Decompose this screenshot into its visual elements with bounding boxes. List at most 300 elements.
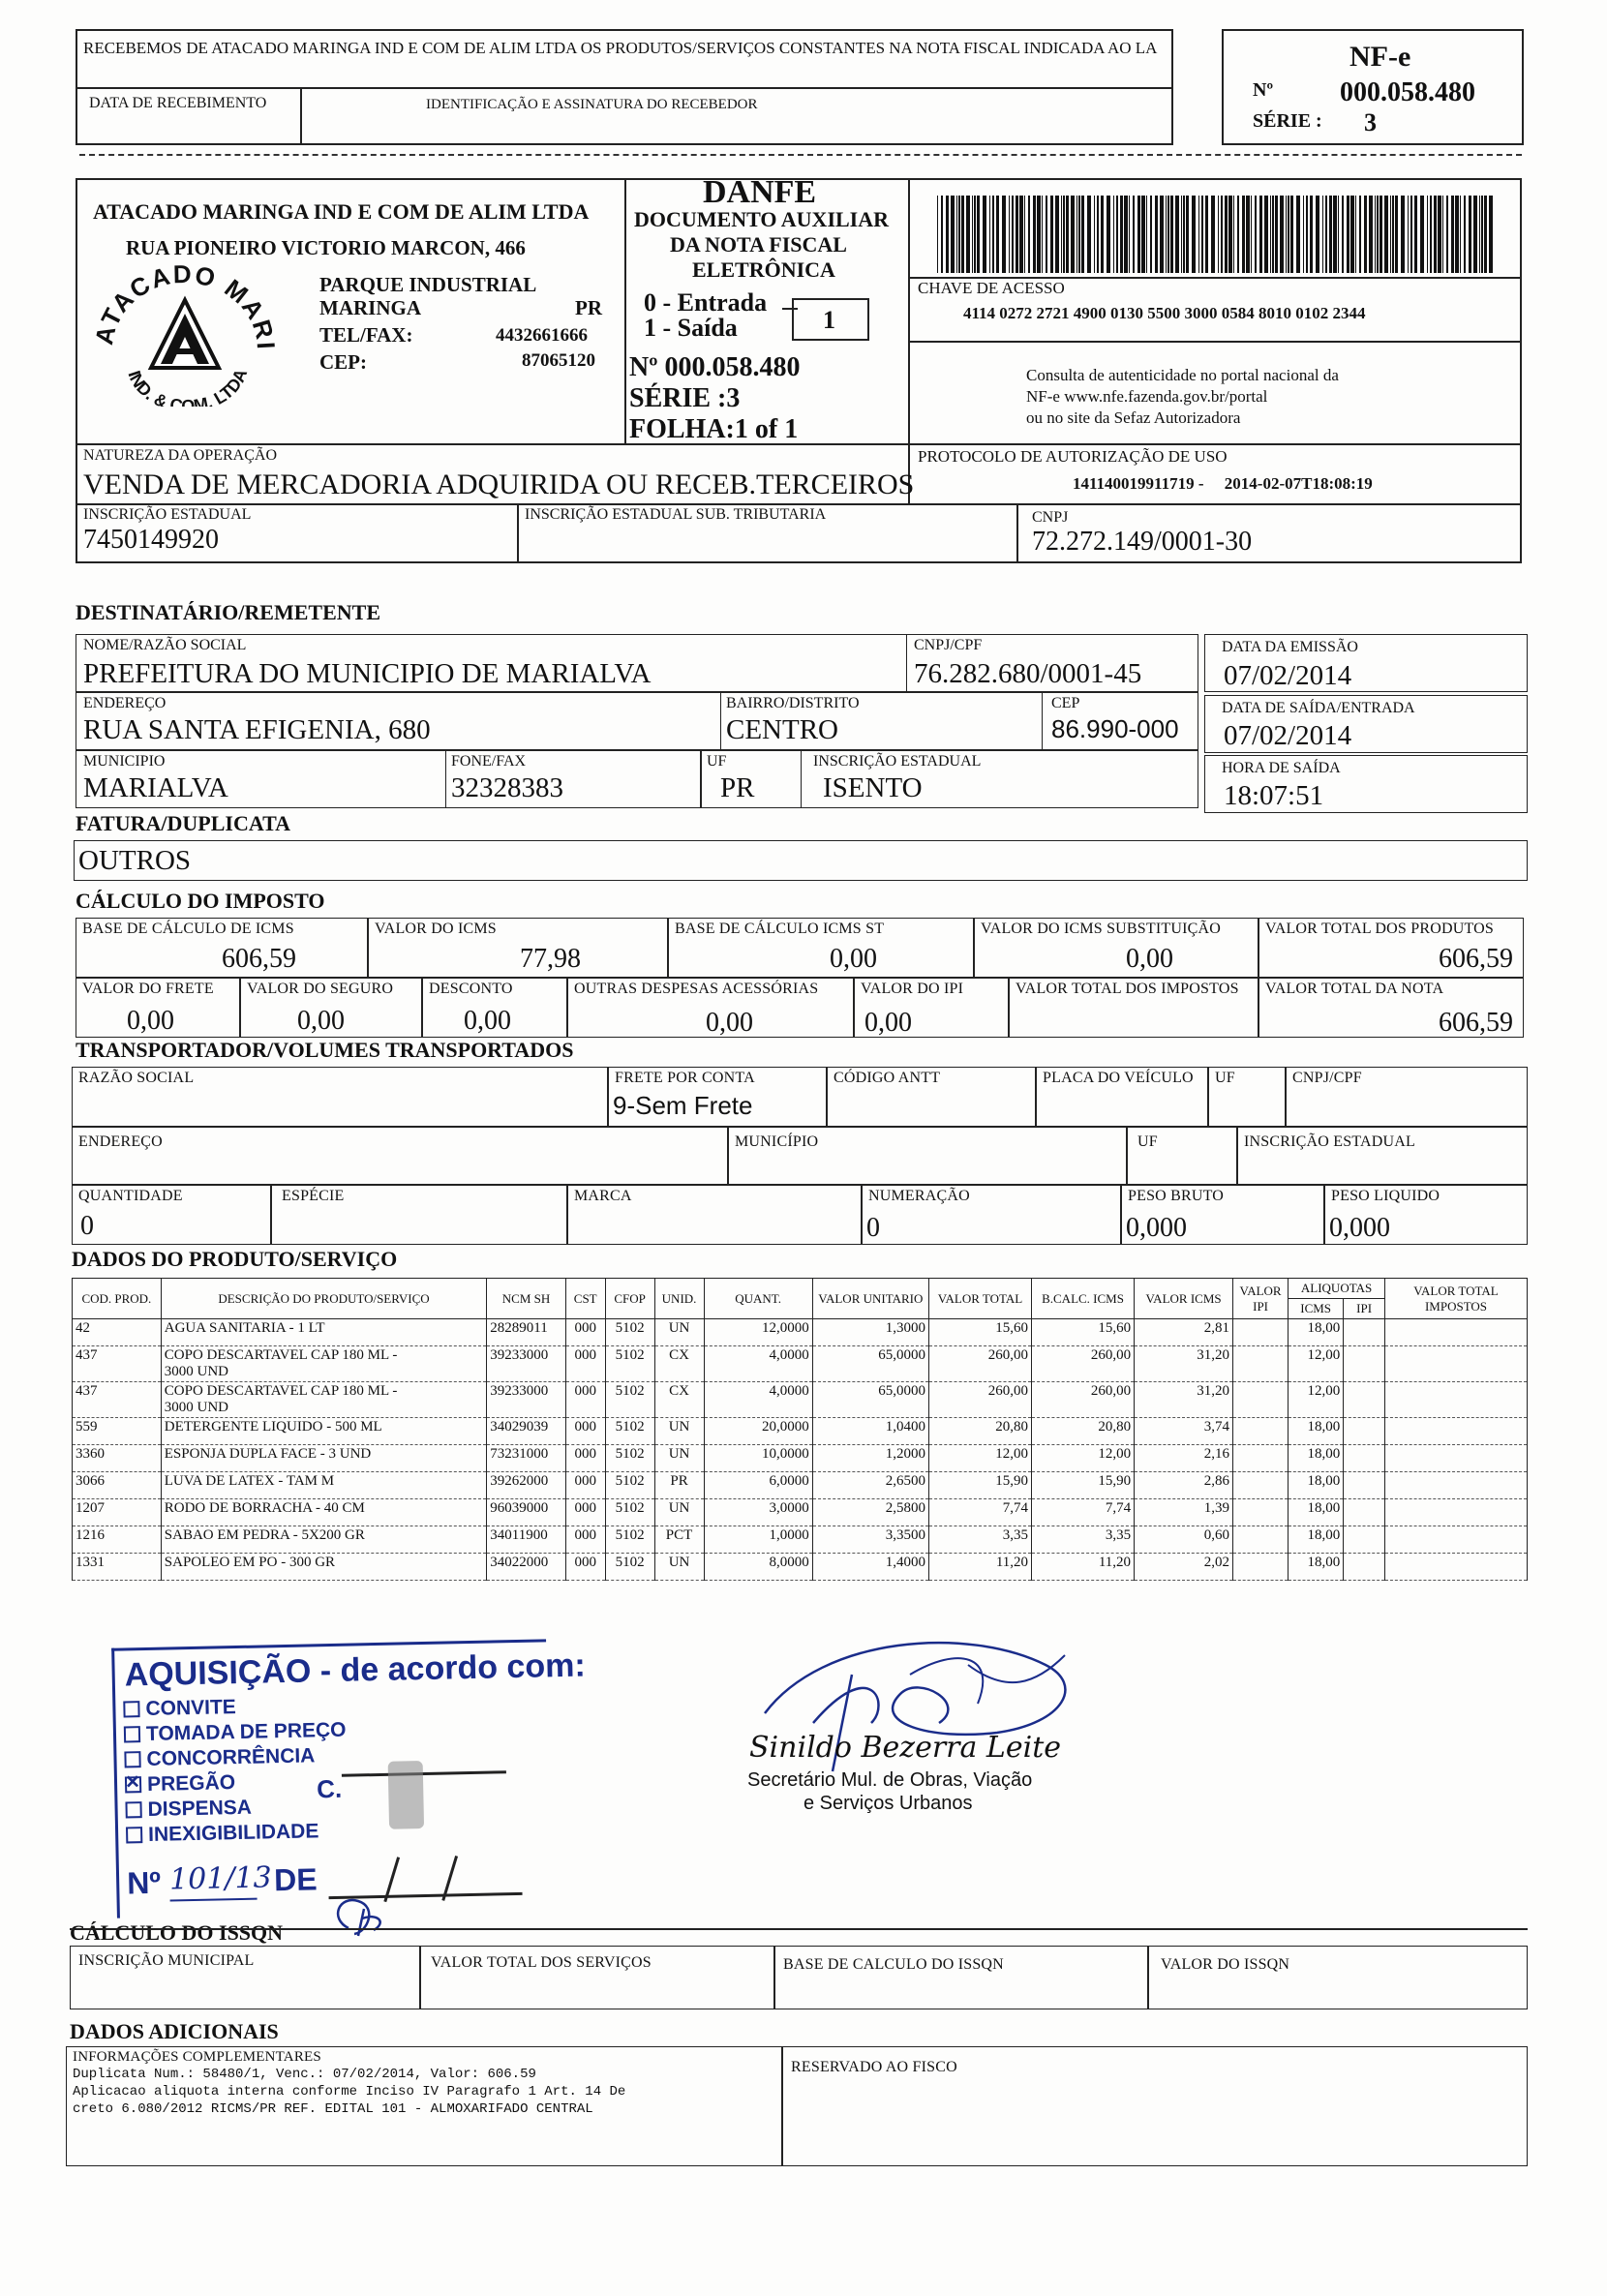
cell-total: 7,74 [929, 1499, 1032, 1526]
stamp-option [126, 1819, 349, 1849]
cell-ncm: 28289011 [487, 1319, 566, 1346]
cell-desc: COPO DESCARTAVEL CAP 180 ML - 3000 UND [161, 1346, 486, 1382]
col-cfop: CFOP [605, 1279, 654, 1319]
emitter-name: ATACADO MARINGA IND E COM DE ALIM LTDA [93, 199, 590, 224]
cell-ipi [1233, 1554, 1289, 1581]
cell-code: 3360 [73, 1445, 162, 1472]
recipient-address-label: ENDEREÇO [83, 695, 167, 711]
issqn-base-cell: BASE DE CALCULO DO ISSQN [774, 1946, 1148, 2009]
cell-total: 3,35 [929, 1526, 1032, 1554]
cell-unit-value: 1,4000 [812, 1554, 928, 1581]
cell-ncm: 73231000 [487, 1445, 566, 1472]
receipt-serie: 3 [1364, 108, 1377, 136]
emitter-tel: 4432661666 [496, 325, 588, 346]
cell-desc: DETERGENTE LIQUIDO - 500 ML [161, 1418, 486, 1445]
services-total-cell: VALOR TOTAL DOS SERVIÇOS [420, 1946, 774, 2009]
table-row [73, 1445, 1528, 1472]
cell-cfop: 5102 [605, 1499, 654, 1526]
recipient-phone: 32328383 [451, 772, 563, 803]
carrier-address-cell: ENDEREÇO [72, 1127, 728, 1185]
cell-qty: 4,0000 [704, 1382, 812, 1418]
consulta-line-2: NF-e www.nfe.fazenda.gov.br/portal [1026, 387, 1268, 406]
gross-weight-value: 0,000 [1126, 1213, 1187, 1243]
col-total: VALOR TOTAL [929, 1279, 1032, 1319]
cell-aliq-ipi [1344, 1499, 1385, 1526]
table-row [73, 1554, 1528, 1581]
issqn-section-title: CÁLCULO DO ISSQN [70, 1920, 284, 1945]
cell-ipi [1233, 1472, 1289, 1499]
danfe-saida: 1 - Saída [644, 314, 738, 342]
net-weight-cell: PESO LIQUIDO 0,000 [1324, 1185, 1528, 1245]
cell-desc: ESPONJA DUPLA FACE - 3 UND [161, 1445, 486, 1472]
emitter-city: MARINGA [319, 296, 421, 319]
cell-bc: 15,60 [1032, 1319, 1135, 1346]
antt-cell: CÓDIGO ANTT [827, 1067, 1036, 1127]
cell-cfop: 5102 [605, 1418, 654, 1445]
cell-unit-value: 65,0000 [812, 1346, 928, 1382]
stamp-option-label: PREGÃO [146, 1771, 236, 1796]
col-aliq-icms: ICMS [1289, 1299, 1344, 1319]
brand-cell: MARCA [567, 1185, 862, 1245]
cell-aliq: 18,00 [1289, 1445, 1344, 1472]
initials-mark [319, 1889, 397, 1944]
access-key-barcode [937, 196, 1499, 273]
cell-code: 437 [73, 1382, 162, 1418]
cell-ncm: 39233000 [487, 1346, 566, 1382]
recipient-uf: PR [720, 772, 755, 803]
receipt-number: 000.058.480 [1340, 77, 1475, 107]
base-icms-cell: BASE DE CÁLCULO DE ICMS 606,59 [76, 918, 368, 978]
consulta-line-1: Consulta de autenticidade no portal nacional da [1026, 366, 1339, 384]
cell-qty: 10,0000 [704, 1445, 812, 1472]
receipt-sign-label: IDENTIFICAÇÃO E ASSINATURA DO RECEBEDOR [426, 97, 758, 112]
stamp-option [124, 1743, 347, 1773]
base-icms-value: 606,59 [222, 944, 296, 974]
ipi-value: 0,00 [864, 1008, 912, 1038]
cell-code: 1207 [73, 1499, 162, 1526]
cell-icms: 31,20 [1135, 1346, 1233, 1382]
recipient-district-label: BAIRRO/DISTRITO [726, 695, 860, 711]
cell-ncm: 34022000 [487, 1554, 566, 1581]
cell-code: 3066 [73, 1472, 162, 1499]
cell-desc: RODO DE BORRACHA - 40 CM [161, 1499, 486, 1526]
recipient-cep: 86.990-000 [1051, 714, 1179, 743]
col-aliq-ipi: IPI [1344, 1299, 1385, 1319]
danfe-number: Nº 000.058.480 [629, 352, 801, 382]
cell-cst: 000 [565, 1472, 605, 1499]
table-row [73, 1382, 1528, 1418]
cell-unit: UN [654, 1418, 704, 1445]
numbering-cell: NUMERAÇÃO 0 [862, 1185, 1121, 1245]
col-aliq: ALIQUOTAS [1289, 1279, 1385, 1299]
cell-bc: 260,00 [1032, 1382, 1135, 1418]
additional-line-1: Duplicata Num.: 58480/1, Venc.: 07/02/2014, Valor: 606.59 [73, 2067, 536, 2082]
table-row [73, 1472, 1528, 1499]
cell-unit-value: 65,0000 [812, 1382, 928, 1418]
other-expenses-cell: OUTRAS DESPESAS ACESSÓRIAS 0,00 [567, 978, 854, 1038]
total-note-cell: VALOR TOTAL DA NOTA 606,59 [1258, 978, 1524, 1038]
cell-desc: SABAO EM PEDRA - 5X200 GR [161, 1526, 486, 1554]
emission-date-label: DATA DA EMISSÃO [1222, 639, 1358, 655]
emitter-cep-label: CEP: [319, 350, 367, 374]
cell-ncm: 39233000 [487, 1382, 566, 1418]
cell-total: 260,00 [929, 1382, 1032, 1418]
cell-aliq: 12,00 [1289, 1346, 1344, 1382]
cell-aliq-ipi [1344, 1472, 1385, 1499]
cell-taxes [1385, 1445, 1528, 1472]
transport-section-title: TRANSPORTADOR/VOLUMES TRANSPORTADOS [76, 1038, 574, 1062]
receipt-nfe-title: NF-e [1349, 41, 1411, 73]
cell-total: 12,00 [929, 1445, 1032, 1472]
cell-aliq-ipi [1344, 1418, 1385, 1445]
access-key-label: CHAVE DE ACESSO [918, 279, 1065, 297]
cell-taxes [1385, 1319, 1528, 1346]
cell-aliq: 18,00 [1289, 1418, 1344, 1445]
cell-aliq-ipi [1344, 1319, 1385, 1346]
total-products-cell: VALOR TOTAL DOS PRODUTOS 606,59 [1258, 918, 1524, 978]
nature-label: NATUREZA DA OPERAÇÃO [83, 447, 278, 464]
ie-value: 7450149920 [83, 525, 219, 555]
cell-unit-value: 2,6500 [812, 1472, 928, 1499]
additional-info-cell: INFORMAÇÕES COMPLEMENTARES Duplicata Num.: 58480/1, Venc.: 07/02/2014, Valor: 606.59 Aplicacao aliquota interna conforme Inciso IV Paragrafo 1 Art. 14 De creto 6.080/2012 RICMS/PR REF. EDITAL 101 - ALMOXARIFADO CENTRAL [66, 2046, 782, 2166]
receipt-stub [76, 29, 1173, 145]
cell-ipi [1233, 1319, 1289, 1346]
cell-unit-value: 1,3000 [812, 1319, 928, 1346]
signature-scribble [678, 1616, 1104, 1791]
recipient-name-label: NOME/RAZÃO SOCIAL [83, 637, 247, 653]
additional-line-3: creto 6.080/2012 RICMS/PR REF. EDITAL 101 - ALMOXARIFADO CENTRAL [73, 2101, 593, 2117]
cell-aliq: 18,00 [1289, 1472, 1344, 1499]
signature-role-2: e Serviços Urbanos [804, 1793, 973, 1814]
additional-section-title: DADOS ADICIONAIS [70, 2019, 279, 2043]
signature-role-1: Secretário Mul. de Obras, Viação [747, 1769, 1033, 1791]
stamp-de: DE [273, 1861, 318, 1898]
cell-unit-value: 3,3500 [812, 1526, 928, 1554]
exit-date-label: DATA DE SAÍDA/ENTRADA [1222, 700, 1415, 716]
cell-cfop: 5102 [605, 1554, 654, 1581]
cell-cst: 000 [565, 1319, 605, 1346]
cell-desc: SAPOLEO EM PO - 300 GR [161, 1554, 486, 1581]
col-desc: DESCRIÇÃO DO PRODUTO/SERVIÇO [161, 1279, 486, 1319]
cell-bc: 7,74 [1032, 1499, 1135, 1526]
stamp-c-mark: C. [316, 1773, 343, 1804]
cell-taxes [1385, 1554, 1528, 1581]
cell-bc: 3,35 [1032, 1526, 1135, 1554]
invoice-value: OUTROS [78, 845, 192, 876]
checkbox-icon [124, 1726, 140, 1742]
cell-qty: 3,0000 [704, 1499, 812, 1526]
col-unit-value: VALOR UNITARIO [812, 1279, 928, 1319]
recipient-city-label: MUNICIPIO [83, 753, 166, 770]
cell-unit-value: 1,0400 [812, 1418, 928, 1445]
quantity-value: 0 [80, 1211, 94, 1241]
recipient-cep-label: CEP [1051, 695, 1080, 711]
cell-unit: UN [654, 1499, 704, 1526]
ipi-cell: VALOR DO IPI 0,00 [854, 978, 1009, 1038]
cell-cst: 000 [565, 1499, 605, 1526]
emitter-state: PR [575, 296, 602, 319]
consulta-line-3: ou no site da Sefaz Autorizadora [1026, 408, 1241, 427]
cell-ipi [1233, 1445, 1289, 1472]
cell-cst: 000 [565, 1445, 605, 1472]
cell-ipi [1233, 1418, 1289, 1445]
col-cst: CST [565, 1279, 605, 1319]
cell-qty: 20,0000 [704, 1418, 812, 1445]
cell-bc: 12,00 [1032, 1445, 1135, 1472]
cell-taxes [1385, 1526, 1528, 1554]
cell-aliq: 18,00 [1289, 1319, 1344, 1346]
cell-aliq-ipi [1344, 1382, 1385, 1418]
cell-aliq-ipi [1344, 1346, 1385, 1382]
cell-unit-value: 2,5800 [812, 1499, 928, 1526]
cell-aliq-ipi [1344, 1445, 1385, 1472]
cell-cfop: 5102 [605, 1526, 654, 1554]
freight-value: 0,00 [127, 1006, 174, 1036]
col-icms: VALOR ICMS [1135, 1279, 1233, 1319]
emission-date: 07/02/2014 [1224, 660, 1352, 691]
cell-icms: 0,60 [1135, 1526, 1233, 1554]
emitter-district: PARQUE INDUSTRIAL [319, 273, 537, 296]
cell-unit: PCT [654, 1526, 704, 1554]
signature-name: Sinildo Bezerra Leite [749, 1731, 1062, 1765]
discount-cell: DESCONTO 0,00 [422, 978, 567, 1038]
cell-bc: 15,90 [1032, 1472, 1135, 1499]
municipal-registration-cell: INSCRIÇÃO MUNICIPAL [70, 1946, 420, 2009]
cell-qty: 4,0000 [704, 1346, 812, 1382]
cell-icms: 31,20 [1135, 1382, 1233, 1418]
recipient-district: CENTRO [726, 714, 838, 745]
issqn-value-cell: VALOR DO ISSQN [1148, 1946, 1528, 2009]
emitter-street: RUA PIONEIRO VICTORIO MARCON, 466 [126, 236, 526, 259]
discount-value: 0,00 [464, 1006, 511, 1036]
numbering-value: 0 [866, 1213, 880, 1243]
cell-ipi [1233, 1499, 1289, 1526]
cell-ipi [1233, 1346, 1289, 1382]
recipient-ie-label: INSCRIÇÃO ESTADUAL [813, 753, 982, 770]
recipient-ie: ISENTO [823, 772, 923, 803]
recipient-cnpj-label: CNPJ/CPF [914, 637, 983, 653]
cut-line [79, 154, 1522, 156]
cell-total: 20,80 [929, 1418, 1032, 1445]
icms-st-cell: VALOR DO ICMS SUBSTITUIÇÃO 0,00 [974, 918, 1258, 978]
other-expenses-value: 0,00 [706, 1008, 753, 1038]
cell-taxes [1385, 1499, 1528, 1526]
freight-cell: VALOR DO FRETE 0,00 [76, 978, 240, 1038]
cell-taxes [1385, 1418, 1528, 1445]
cell-ncm: 96039000 [487, 1499, 566, 1526]
cell-code: 559 [73, 1418, 162, 1445]
exit-hour: 18:07:51 [1224, 780, 1324, 811]
icms-value: 77,98 [520, 944, 581, 974]
cell-ncm: 34029039 [487, 1418, 566, 1445]
col-qty: QUANT. [704, 1279, 812, 1319]
invoice-box [74, 840, 1528, 881]
cell-unit: CX [654, 1346, 704, 1382]
cell-aliq: 12,00 [1289, 1382, 1344, 1418]
danfe-subtitle-3: ELETRÔNICA [692, 257, 835, 282]
cell-cst: 000 [565, 1346, 605, 1382]
base-st-cell: BASE DE CÁLCULO ICMS ST 0,00 [668, 918, 974, 978]
cell-unit: UN [654, 1445, 704, 1472]
recipient-phone-label: FONE/FAX [451, 753, 527, 770]
receipt-date-label: DATA DE RECEBIMENTO [89, 95, 267, 111]
cell-aliq: 18,00 [1289, 1526, 1344, 1554]
base-st-value: 0,00 [830, 944, 877, 974]
recipient-cnpj: 76.282.680/0001-45 [914, 658, 1142, 689]
recipient-name: PREFEITURA DO MUNICIPIO DE MARIALVA [83, 658, 652, 689]
cell-cst: 000 [565, 1382, 605, 1418]
ie-label: INSCRIÇÃO ESTADUAL [83, 506, 252, 523]
cell-total: 260,00 [929, 1346, 1032, 1382]
cell-bc: 20,80 [1032, 1418, 1135, 1445]
recipient-section-title: DESTINATÁRIO/REMETENTE [76, 600, 380, 624]
cell-ipi [1233, 1382, 1289, 1418]
receipt-nfe-box [1222, 29, 1524, 145]
cell-bc: 11,20 [1032, 1554, 1135, 1581]
cell-desc: AGUA SANITARIA - 1 LT [161, 1319, 486, 1346]
cell-unit: UN [654, 1319, 704, 1346]
danfe-subtitle-1: DOCUMENTO AUXILIAR [634, 207, 890, 231]
procurement-stamp [111, 1639, 587, 1918]
col-unit: UNID. [654, 1279, 704, 1319]
total-products-value: 606,59 [1439, 944, 1513, 974]
plate-cell: PLACA DO VEÍCULO [1036, 1067, 1208, 1127]
nature-value: VENDA DE MERCADORIA ADQUIRIDA OU RECEB.TERCEIROS [83, 468, 915, 500]
total-note-value: 606,59 [1439, 1008, 1513, 1038]
gross-weight-cell: PESO BRUTO 0,000 [1121, 1185, 1324, 1245]
danfe-type-box: 1 [792, 298, 869, 341]
cell-bc: 260,00 [1032, 1346, 1135, 1382]
danfe-title: DANFE [703, 174, 817, 210]
cell-icms: 3,74 [1135, 1418, 1233, 1445]
cell-code: 437 [73, 1346, 162, 1382]
total-taxes-cell: VALOR TOTAL DOS IMPOSTOS [1009, 978, 1258, 1038]
col-code: COD. PROD. [73, 1279, 162, 1319]
stamp-title: AQUISIÇÃO - de acordo com: [124, 1646, 587, 1694]
danfe-folha: FOLHA:1 of 1 [629, 414, 799, 444]
insurance-cell: VALOR DO SEGURO 0,00 [240, 978, 422, 1038]
cell-taxes [1385, 1472, 1528, 1499]
cell-qty: 6,0000 [704, 1472, 812, 1499]
carrier-cnpj-cell: CNPJ/CPF [1286, 1067, 1528, 1127]
company-logo [93, 261, 277, 407]
receipt-serie-label: SÉRIE : [1253, 110, 1322, 132]
tax-section-title: CÁLCULO DO IMPOSTO [76, 889, 325, 913]
svg-text:IND. & COM. LTDA: IND. & COM. LTDA [124, 366, 252, 407]
cell-cfop: 5102 [605, 1346, 654, 1382]
cell-icms: 2,16 [1135, 1445, 1233, 1472]
table-row [73, 1418, 1528, 1445]
stamp-number: 101/13 [168, 1860, 273, 1897]
cell-taxes [1385, 1382, 1528, 1418]
table-row [73, 1319, 1528, 1346]
cell-cfop: 5102 [605, 1319, 654, 1346]
net-weight-value: 0,000 [1329, 1213, 1390, 1243]
danfe-entrada: 0 - Entrada [644, 288, 768, 317]
freight-mode-value: 9-Sem Frete [613, 1091, 753, 1120]
recipient-uf-label: UF [707, 753, 727, 770]
carrier-name-cell: RAZÃO SOCIAL [72, 1067, 608, 1127]
exit-date: 07/02/2014 [1224, 720, 1352, 751]
stamp-option-label: TOMADA DE PREÇO [145, 1718, 347, 1745]
cnpj-value: 72.272.149/0001-30 [1032, 527, 1253, 557]
cell-cst: 000 [565, 1554, 605, 1581]
stamp-option-label: CONVITE [145, 1696, 237, 1721]
cell-code: 1216 [73, 1526, 162, 1554]
invoice-section-title: FATURA/DUPLICATA [76, 811, 291, 835]
emitter-tel-label: TEL/FAX: [319, 323, 413, 347]
cell-desc: COPO DESCARTAVEL CAP 180 ML - 3000 UND [161, 1382, 486, 1418]
access-key: 4114 0272 2721 4900 0130 5500 3000 0584 8010 0102 2344 [963, 304, 1366, 322]
ie-st-label: INSCRIÇÃO ESTADUAL SUB. TRIBUTARIA [525, 506, 827, 523]
col-ncm: NCM SH [487, 1279, 566, 1319]
col-ipi: VALOR IPI [1233, 1279, 1289, 1319]
exit-hour-label: HORA DE SAÍDA [1222, 760, 1341, 776]
quantity-cell: QUANTIDADE 0 [72, 1185, 271, 1245]
cell-qty: 1,0000 [704, 1526, 812, 1554]
cell-total: 15,60 [929, 1319, 1032, 1346]
cell-taxes [1385, 1346, 1528, 1382]
stamp-option-label: DISPENSA [147, 1796, 253, 1821]
cell-unit: PR [654, 1472, 704, 1499]
cell-desc: LUVA DE LATEX - TAM M [161, 1472, 486, 1499]
checkbox-icon [123, 1701, 139, 1717]
col-bc-icms: B.CALC. ICMS [1032, 1279, 1135, 1319]
cell-total: 15,90 [929, 1472, 1032, 1499]
checkbox-icon [125, 1801, 141, 1818]
cell-icms: 2,86 [1135, 1472, 1233, 1499]
cell-cst: 000 [565, 1526, 605, 1554]
stamp-option-label: INEXIGIBILIDADE [147, 1820, 319, 1846]
protocol-value: 141140019911719 - 2014-02-07T18:08:19 [1073, 474, 1373, 493]
recipient-city: MARIALVA [83, 772, 228, 803]
checked-box-icon [125, 1776, 141, 1793]
danfe-subtitle-2: DA NOTA FISCAL [670, 232, 847, 257]
freight-mode-cell: FRETE POR CONTA 9-Sem Frete [608, 1067, 827, 1127]
cell-unit: CX [654, 1382, 704, 1418]
cell-icms: 2,81 [1135, 1319, 1233, 1346]
carrier-uf2-cell: UF [1127, 1127, 1237, 1185]
checkbox-icon [124, 1751, 140, 1767]
species-cell: ESPÉCIE [271, 1185, 567, 1245]
cell-aliq: 18,00 [1289, 1554, 1344, 1581]
cell-cfop: 5102 [605, 1472, 654, 1499]
cell-aliq-ipi [1344, 1554, 1385, 1581]
cell-cfop: 5102 [605, 1382, 654, 1418]
products-section-title: DADOS DO PRODUTO/SERVIÇO [72, 1247, 398, 1271]
col-taxes: VALOR TOTAL IMPOSTOS [1385, 1279, 1528, 1319]
cell-unit-value: 1,2000 [812, 1445, 928, 1472]
reserved-cell: RESERVADO AO FISCO [782, 2046, 1528, 2166]
table-row [73, 1499, 1528, 1526]
cell-ipi [1233, 1526, 1289, 1554]
danfe-serie: SÉRIE :3 [629, 383, 741, 413]
icms-cell: VALOR DO ICMS 77,98 [368, 918, 668, 978]
cell-ncm: 39262000 [487, 1472, 566, 1499]
cnpj-label: CNPJ [1032, 509, 1069, 526]
cell-cst: 000 [565, 1418, 605, 1445]
stamp-option-label: CONCORRÊNCIA [146, 1744, 316, 1770]
recipient-address: RUA SANTA EFIGENIA, 680 [83, 714, 431, 745]
emitter-cep: 87065120 [522, 350, 595, 371]
products-table [72, 1278, 1528, 1581]
insurance-value: 0,00 [297, 1006, 345, 1036]
cell-ncm: 34011900 [487, 1526, 566, 1554]
cell-icms: 1,39 [1135, 1499, 1233, 1526]
additional-line-2: Aplicacao aliquota interna conforme Inciso IV Paragrafo 1 Art. 14 De [73, 2084, 626, 2100]
table-row [73, 1346, 1528, 1382]
receipt-text: RECEBEMOS DE ATACADO MARINGA IND E COM DE ALIM LTDA OS PRODUTOS/SERVIÇOS CONSTANTES NA NOTA FISCAL INDICADA AO LA [83, 39, 1158, 57]
